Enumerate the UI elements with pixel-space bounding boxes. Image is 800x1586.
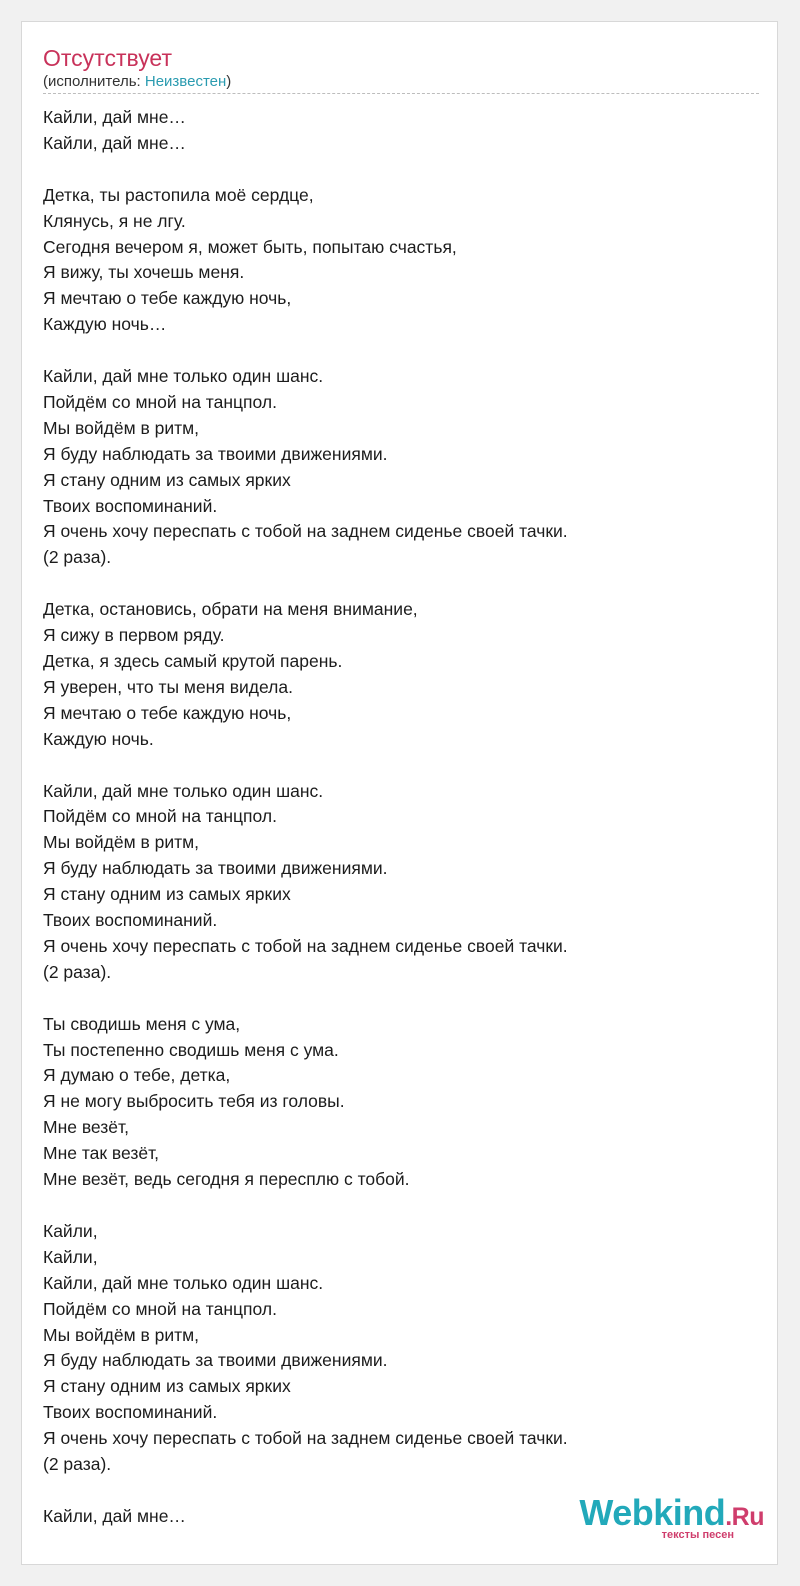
lyrics-stanza xyxy=(43,1012,763,1193)
lyric-line: Пойдём со мной на танцпол. xyxy=(43,1298,277,1319)
lyric-line: Пойдём со мной на танцпол. xyxy=(43,391,277,412)
lyric-line: Я мечтаю о тебе каждую ночь, xyxy=(43,288,292,309)
lyric-line: Я буду наблюдать за твоими движениями. xyxy=(43,443,388,464)
lyric-line: Я не могу выбросить тебя из головы. xyxy=(43,1091,345,1112)
artist-suffix: ) xyxy=(226,73,232,90)
lyric-line: Я очень хочу переспать с тобой на заднем сиденье своей тачки. xyxy=(43,521,568,542)
lyric-line: Кайли, дай мне только один шанс. xyxy=(43,780,324,801)
lyric-line: Я вижу, ты хочешь меня. xyxy=(43,262,245,283)
lyrics-stanza xyxy=(43,1219,763,1478)
artist-prefix: (исполнитель: xyxy=(43,73,145,90)
lyric-line: Ты сводишь меня с ума, xyxy=(43,1013,241,1034)
song-title: Отсутствует xyxy=(43,45,172,71)
lyric-line: Я очень хочу переспать с тобой на заднем сиденье своей тачки. xyxy=(43,935,568,956)
lyric-line: Кайли, дай мне только один шанс. xyxy=(43,366,324,387)
lyrics-stanza xyxy=(43,183,763,338)
lyric-line: Я думаю о тебе, детка, xyxy=(43,1065,231,1086)
lyric-line: Я буду наблюдать за твоими движениями. xyxy=(43,858,388,879)
lyrics-stanza xyxy=(43,364,763,571)
lyric-line: Детка, я здесь самый крутой парень. xyxy=(43,650,343,671)
lyric-line: Кайли, дай мне только один шанс. xyxy=(43,1272,324,1293)
lyric-line: Я стану одним из самых ярких xyxy=(43,469,291,490)
lyric-line: (2 раза). xyxy=(43,961,112,982)
lyric-line: Мы войдём в ритм, xyxy=(43,832,200,853)
lyric-line: Я очень хочу переспать с тобой на заднем сиденье своей тачки. xyxy=(43,1428,568,1449)
lyric-line: Каждую ночь… xyxy=(43,314,167,335)
lyric-line: Мы войдём в ритм, xyxy=(43,417,200,438)
lyric-line: Пойдём со мной на танцпол. xyxy=(43,806,277,827)
lyric-line: Кайли, дай мне… xyxy=(43,1505,186,1526)
lyric-line: Кайли, дай мне… xyxy=(43,132,186,153)
artist-link[interactable]: Неизвестен xyxy=(144,73,227,90)
artist-line xyxy=(43,73,231,91)
lyric-line: Я уверен, что ты меня видела. xyxy=(43,676,293,697)
lyric-line: Я стану одним из самых ярких xyxy=(43,884,291,905)
lyric-line: (2 раза). xyxy=(43,1454,112,1475)
lyric-line: Мне так везёт, xyxy=(43,1143,160,1164)
logo-tagline: тексты песен xyxy=(661,1529,734,1541)
lyric-line: Кайли, xyxy=(43,1246,98,1267)
lyric-line: Я сижу в первом ряду. xyxy=(43,625,225,646)
lyric-line: Мне везёт, xyxy=(43,1117,129,1138)
lyric-line: Я буду наблюдать за твоими движениями. xyxy=(43,1350,388,1371)
lyric-line: Детка, ты растопила моё сердце, xyxy=(43,184,314,205)
logo-domain-text: .Ru xyxy=(725,1503,764,1531)
lyric-line: Твоих воспоминаний. xyxy=(43,1402,218,1423)
lyric-line: Я мечтаю о тебе каждую ночь, xyxy=(43,702,292,723)
lyric-line: Мне везёт, ведь сегодня я пересплю с тобой. xyxy=(43,1169,410,1190)
lyric-line: Детка, остановись, обрати на меня внимание, xyxy=(43,599,418,620)
lyric-line: Твоих воспоминаний. xyxy=(43,495,218,516)
lyric-line: (2 раза). xyxy=(43,547,112,568)
lyrics-card xyxy=(21,21,778,1565)
lyric-line: Кайли, xyxy=(43,1220,98,1241)
lyrics-stanza xyxy=(43,597,763,752)
lyric-line: Ты постепенно сводишь меня с ума. xyxy=(43,1039,339,1060)
lyric-line: Клянусь, я не лгу. xyxy=(43,210,186,231)
lyric-line: Я стану одним из самых ярких xyxy=(43,1376,291,1397)
lyrics-stanza xyxy=(43,779,763,986)
lyric-line: Твоих воспоминаний. xyxy=(43,910,218,931)
lyric-line: Кайли, дай мне… xyxy=(43,107,186,127)
lyrics-stanza xyxy=(43,105,763,157)
webkind-logo[interactable] xyxy=(579,1492,764,1541)
lyric-line: Мы войдём в ритм, xyxy=(43,1324,200,1345)
lyric-line: Сегодня вечером я, может быть, попытаю счастья, xyxy=(43,236,457,257)
logo-main-text: Webkind xyxy=(579,1492,726,1533)
logo-wordmark xyxy=(579,1492,764,1533)
lyrics-text xyxy=(43,105,763,1530)
title-divider xyxy=(43,93,759,94)
lyric-line: Каждую ночь. xyxy=(43,728,154,749)
